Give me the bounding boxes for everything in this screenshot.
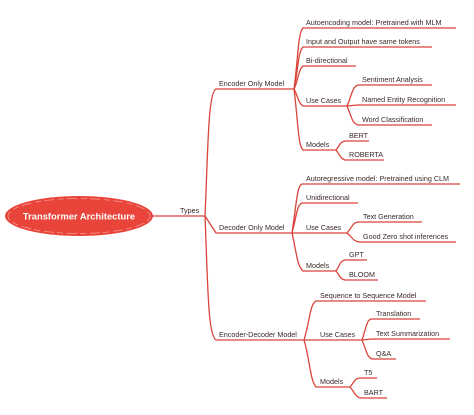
decoder-use-cases-node[interactable] xyxy=(303,223,347,233)
encdec-use-cases-label: Use Cases xyxy=(320,330,356,339)
types-label: Types xyxy=(180,206,200,215)
decoder-model-2[interactable] xyxy=(345,270,378,280)
encdec-feature-1[interactable] xyxy=(316,291,426,301)
encdec-model-label: Encoder-Decoder Model xyxy=(219,330,297,339)
use-case-label: Q&A xyxy=(376,349,392,358)
encdec-use-case-2[interactable] xyxy=(372,329,450,339)
encoder-model-2[interactable] xyxy=(345,150,384,160)
encoder-feature-label: Input and Output have same tokens xyxy=(306,37,420,46)
decoder-use-case-1[interactable] xyxy=(359,212,422,222)
root-node[interactable] xyxy=(5,196,153,236)
encoder-feature-2[interactable] xyxy=(303,37,432,47)
encoder-use-cases-label: Use Cases xyxy=(306,96,342,105)
encoder-model-1[interactable] xyxy=(345,131,369,141)
model-label: T5 xyxy=(364,368,373,377)
decoder-models-label: Models xyxy=(306,261,330,270)
root-label: Transformer Architecture xyxy=(22,210,136,222)
use-case-label: Named Entity Recognition xyxy=(362,95,446,104)
decoder-models-node[interactable] xyxy=(303,261,336,271)
encoder-feature-label: Bi-directional xyxy=(306,56,348,65)
decoder-model-node[interactable] xyxy=(216,223,292,233)
model-label: BERT xyxy=(349,131,369,140)
encdec-use-cases-node[interactable] xyxy=(316,330,362,340)
use-case-label: Sentiment Analysis xyxy=(362,75,423,84)
model-label: ROBERTA xyxy=(349,150,384,159)
decoder-feature-label: Unidirectional xyxy=(306,193,350,202)
encdec-feature-label: Sequence to Sequence Model xyxy=(320,291,417,300)
encdec-model-2[interactable] xyxy=(360,388,387,398)
encoder-models-label: Models xyxy=(306,140,330,149)
decoder-model-1[interactable] xyxy=(345,250,367,260)
encoder-use-cases-node[interactable] xyxy=(303,96,347,106)
encdec-model-1[interactable] xyxy=(360,368,377,378)
encdec-use-case-1[interactable] xyxy=(372,309,420,319)
encdec-model-node[interactable] xyxy=(216,330,304,340)
model-label: GPT xyxy=(349,250,364,259)
encoder-model-node[interactable] xyxy=(216,79,294,89)
model-label: BART xyxy=(364,388,384,397)
encoder-use-case-2[interactable] xyxy=(358,95,456,105)
use-case-label: Word Classification xyxy=(362,115,424,124)
use-case-label: Translation xyxy=(376,309,412,318)
encdec-models-label: Models xyxy=(320,377,344,386)
encdec-use-case-3[interactable] xyxy=(372,349,396,359)
decoder-feature-label: Autoregressive model: Pretrained using CLM xyxy=(306,174,450,183)
use-case-label: Good Zero shot inferences xyxy=(363,232,449,241)
use-case-label: Text Generation xyxy=(363,212,414,221)
decoder-feature-1[interactable] xyxy=(302,174,460,184)
decoder-use-case-2[interactable] xyxy=(359,232,456,242)
encdec-models-node[interactable] xyxy=(316,377,350,387)
decoder-model-label: Decoder Only Model xyxy=(219,223,285,232)
encoder-model-label: Encoder Only Model xyxy=(219,79,285,88)
encoder-models-node[interactable] xyxy=(303,140,336,150)
types-node[interactable] xyxy=(178,206,205,216)
use-case-label: Text Summarization xyxy=(376,329,440,338)
encoder-use-case-3[interactable] xyxy=(358,115,432,125)
decoder-feature-2[interactable] xyxy=(302,193,358,203)
encoder-feature-label: Autoencoding model: Pretrained with MLM xyxy=(306,18,442,27)
encoder-use-case-1[interactable] xyxy=(358,75,432,85)
decoder-use-cases-label: Use Cases xyxy=(306,223,342,232)
encoder-feature-3[interactable] xyxy=(303,56,356,66)
model-label: BLOOM xyxy=(349,270,375,279)
encoder-feature-1[interactable] xyxy=(303,18,456,28)
